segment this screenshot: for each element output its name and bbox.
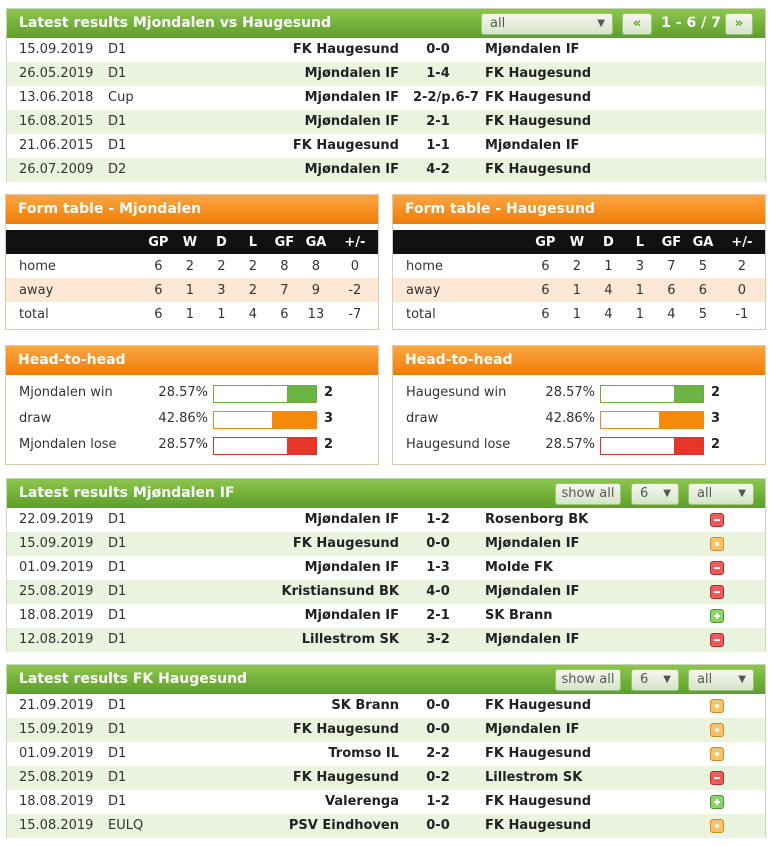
form-row-label: home <box>19 258 56 274</box>
match-score: 0-2 <box>426 770 450 785</box>
h2h-haugesund-stats <box>393 375 765 458</box>
h2h-bar-fill <box>272 412 316 428</box>
h2h-bar-fill <box>674 386 703 402</box>
form-cell: 6 <box>530 278 562 302</box>
haugesund-results-header <box>7 665 765 694</box>
home-team: Mjøndalen IF <box>304 90 399 105</box>
match-date: 12.08.2019 <box>19 632 94 647</box>
form-cell: 1 <box>624 278 656 302</box>
match-competition: EULQ <box>108 818 144 833</box>
chevron-down-icon: ▼ <box>663 674 671 685</box>
h2h-count: 3 <box>324 411 334 426</box>
form-row-home <box>393 254 765 278</box>
h2h-count: 3 <box>711 411 721 426</box>
h2h-bar-fill <box>287 438 316 454</box>
match-competition: D1 <box>108 114 127 129</box>
match-date: 21.09.2019 <box>19 698 94 713</box>
chevron-down-icon: ▼ <box>597 18 605 29</box>
match-score: 0-0 <box>426 722 450 737</box>
home-team: PSV Eindhoven <box>288 818 399 833</box>
away-team: Mjøndalen IF <box>485 584 580 599</box>
h2h-label: Mjondalen win <box>19 385 113 400</box>
match-score: 0-0 <box>426 698 450 713</box>
match-row[interactable] <box>7 508 765 532</box>
match-score: 3-2 <box>426 632 450 647</box>
loss-minus-icon <box>710 585 724 599</box>
form-cell: 2 <box>217 258 226 274</box>
form-cell: 13 <box>307 306 325 322</box>
form-col-header: +/- <box>332 230 378 254</box>
h2h-percent: 28.57% <box>545 385 595 400</box>
h2h-row <box>393 432 765 458</box>
haugesund-results-list <box>7 694 765 838</box>
h2h-haugesund-header: Head-to-head <box>393 346 765 375</box>
h2h-bar <box>600 385 704 403</box>
form-row-away <box>393 278 765 302</box>
h2h-row <box>6 380 378 406</box>
form-cell: 6 <box>154 306 163 322</box>
away-team: Mjøndalen IF <box>485 42 580 57</box>
match-row[interactable] <box>7 532 765 556</box>
h2h-label: draw <box>406 411 439 426</box>
form-cell: 6 <box>541 258 550 274</box>
h2h-mjondalen-panel <box>5 345 379 465</box>
match-date: 26.07.2009 <box>19 162 94 177</box>
form-cell: 2 <box>185 258 195 274</box>
away-team: Lillestrom SK <box>485 770 583 785</box>
away-team: FK Haugesund <box>485 818 592 833</box>
mjondalen-results-title: Latest results Mjøndalen IF <box>19 485 235 501</box>
form-table-mjondalen-panel <box>5 194 379 330</box>
home-team: Mjøndalen IF <box>304 512 399 527</box>
mjondalen-results-list <box>7 508 765 652</box>
match-date: 01.09.2019 <box>19 560 94 575</box>
match-row[interactable] <box>7 580 765 604</box>
h2h-bar <box>600 437 704 455</box>
match-row[interactable] <box>7 604 765 628</box>
away-team: FK Haugesund <box>485 746 592 761</box>
home-team: FK Haugesund <box>292 536 399 551</box>
h2h-haugesund-panel <box>392 345 766 465</box>
h2h-count: 2 <box>324 437 334 452</box>
form-cell: 8 <box>280 258 289 274</box>
form-cell: 0 <box>350 258 359 274</box>
home-team: Mjøndalen IF <box>304 114 399 129</box>
form-cell: 1 <box>604 258 613 274</box>
draw-dot-icon <box>710 699 724 713</box>
form-header-blank <box>393 230 530 254</box>
match-competition: D1 <box>108 698 127 713</box>
form-row-home <box>6 254 378 278</box>
h2h-bar-fill <box>287 386 316 402</box>
h2h-results-header <box>7 9 765 38</box>
match-competition: D1 <box>108 536 127 551</box>
form-cell: 6 <box>280 306 289 322</box>
h2h-bar <box>213 385 317 403</box>
pager-text: 1 - 6 / 7 <box>661 15 721 31</box>
chevron-down-icon: ▼ <box>663 488 671 499</box>
match-competition: D1 <box>108 722 127 737</box>
h2h-row <box>6 432 378 458</box>
form-row-label: away <box>393 278 530 302</box>
match-competition: D1 <box>108 770 127 785</box>
form-cell: 1 <box>561 278 593 302</box>
form-cell: 5 <box>698 258 708 274</box>
match-date: 15.09.2019 <box>19 42 94 57</box>
match-row[interactable] <box>7 158 765 182</box>
form-col-header: GA <box>687 230 719 254</box>
haugesund-count-select[interactable]: 6 ▼ <box>631 669 679 691</box>
form-col-header: GP <box>143 230 175 254</box>
match-row[interactable] <box>7 718 765 742</box>
form-row-total <box>393 302 765 326</box>
away-team: FK Haugesund <box>485 794 592 809</box>
form-cell: 4 <box>604 306 613 322</box>
form-cell: 1 <box>572 306 582 322</box>
home-team: FK Haugesund <box>292 770 399 785</box>
match-score: 2-2 <box>426 746 450 761</box>
h2h-results-title: Latest results Mjondalen vs Haugesund <box>19 15 332 31</box>
draw-dot-icon <box>710 819 724 833</box>
match-row[interactable] <box>7 814 765 838</box>
h2h-mjondalen-stats <box>6 375 378 458</box>
form-cell: 2 <box>237 278 269 302</box>
draw-dot-icon <box>710 537 724 551</box>
away-team: Mjøndalen IF <box>485 536 580 551</box>
form-cell: 4 <box>248 306 258 322</box>
match-competition: D1 <box>108 632 127 647</box>
match-row[interactable] <box>7 62 765 86</box>
form-col-header: D <box>206 230 238 254</box>
match-score: 2-1 <box>426 608 450 623</box>
form-row-label: total <box>19 306 49 322</box>
prev-page-button[interactable] <box>622 13 652 35</box>
match-row[interactable] <box>7 628 765 652</box>
form-col-header: +/- <box>719 230 765 254</box>
h2h-count: 2 <box>711 385 721 400</box>
h2h-results-list <box>7 38 765 182</box>
h2h-label: Haugesund lose <box>406 437 511 452</box>
form-cell: 9 <box>300 278 332 302</box>
mjondalen-show-all-button[interactable]: show all <box>555 483 621 505</box>
form-cell: -1 <box>735 306 749 322</box>
home-team: FK Haugesund <box>292 138 399 153</box>
form-cell: 1 <box>635 306 645 322</box>
form-cell: 5 <box>698 306 708 322</box>
form-cell: 1 <box>185 306 195 322</box>
form-cell: 2 <box>737 258 746 274</box>
form-cell: 8 <box>311 258 321 274</box>
match-date: 26.05.2019 <box>19 66 94 81</box>
draw-dot-icon <box>710 723 724 737</box>
form-table-mjondalen-header: Form table - Mjondalen <box>6 195 378 224</box>
home-team: Mjøndalen IF <box>304 608 399 623</box>
match-row[interactable] <box>7 766 765 790</box>
mjondalen-results-panel <box>6 478 766 652</box>
match-date: 13.06.2018 <box>19 90 94 105</box>
h2h-label: Haugesund win <box>406 385 507 400</box>
loss-minus-icon <box>710 561 724 575</box>
h2h-label: Mjondalen lose <box>19 437 117 452</box>
h2h-percent: 28.57% <box>158 437 208 452</box>
form-col-header: GF <box>656 230 688 254</box>
away-team: Mjøndalen IF <box>485 632 580 647</box>
match-score: 2-1 <box>426 114 450 129</box>
away-team: FK Haugesund <box>485 162 592 177</box>
haugesund-show-all-button[interactable]: show all <box>555 669 621 691</box>
away-team: Mjøndalen IF <box>485 722 580 737</box>
draw-dot-icon <box>710 747 724 761</box>
form-cell: 4 <box>593 278 625 302</box>
form-col-header: D <box>593 230 625 254</box>
match-row[interactable] <box>7 134 765 158</box>
h2h-bar <box>213 437 317 455</box>
match-score: 4-0 <box>426 584 450 599</box>
match-score: 2-2/p.6-7 <box>413 90 479 105</box>
match-row[interactable] <box>7 86 765 110</box>
mjondalen-results-header <box>7 479 765 508</box>
match-score: 1-4 <box>426 66 450 81</box>
form-cell: 7 <box>667 258 676 274</box>
h2h-bar-fill <box>659 412 703 428</box>
form-table-haugesund-header: Form table - Haugesund <box>393 195 765 224</box>
match-competition: D1 <box>108 42 127 57</box>
match-competition: D1 <box>108 560 127 575</box>
away-team: FK Haugesund <box>485 66 592 81</box>
match-score: 1-2 <box>426 512 450 527</box>
match-competition: D1 <box>108 138 127 153</box>
home-team: Mjøndalen IF <box>304 162 399 177</box>
form-cell: 3 <box>206 278 238 302</box>
form-table-haugesund <box>393 230 765 326</box>
form-cell: 0 <box>719 278 765 302</box>
match-competition: Cup <box>108 90 134 105</box>
h2h-row <box>393 380 765 406</box>
h2h-mjondalen-header: Head-to-head <box>6 346 378 375</box>
haugesund-filter-select[interactable]: all ▼ <box>688 669 754 691</box>
match-competition: D1 <box>108 66 127 81</box>
form-cell: 3 <box>635 258 645 274</box>
form-cell: 2 <box>248 258 258 274</box>
mjondalen-filter-select[interactable]: all ▼ <box>688 483 754 505</box>
match-row[interactable] <box>7 556 765 580</box>
match-date: 15.09.2019 <box>19 536 94 551</box>
h2h-bar <box>600 411 704 429</box>
away-team: FK Haugesund <box>485 114 592 129</box>
form-cell: 6 <box>687 278 719 302</box>
form-cell: 4 <box>667 306 676 322</box>
away-team: Molde FK <box>485 560 553 575</box>
match-date: 21.06.2015 <box>19 138 94 153</box>
match-score: 0-0 <box>426 536 450 551</box>
match-competition: D1 <box>108 584 127 599</box>
home-team: FK Haugesund <box>292 42 399 57</box>
home-team: Tromso IL <box>328 746 399 761</box>
form-col-header: W <box>174 230 206 254</box>
win-plus-icon <box>710 795 724 809</box>
match-date: 22.09.2019 <box>19 512 94 527</box>
form-cell: -2 <box>332 278 378 302</box>
h2h-filter-select[interactable]: all ▼ <box>481 13 613 35</box>
match-date: 18.08.2019 <box>19 794 94 809</box>
double-left-arrow-icon: « <box>632 16 642 31</box>
h2h-label: draw <box>19 411 52 426</box>
match-competition: D1 <box>108 608 127 623</box>
home-team: Mjøndalen IF <box>304 66 399 81</box>
h2h-bar-fill <box>674 438 703 454</box>
form-col-header: GP <box>530 230 562 254</box>
match-score: 1-1 <box>426 138 450 153</box>
mjondalen-count-select[interactable]: 6 ▼ <box>631 483 679 505</box>
win-plus-icon <box>710 609 724 623</box>
chevron-down-icon: ▼ <box>738 488 746 499</box>
form-col-header: GA <box>300 230 332 254</box>
form-header-blank <box>6 230 143 254</box>
match-competition: D1 <box>108 512 127 527</box>
home-team: Kristiansund BK <box>281 584 399 599</box>
loss-minus-icon <box>710 513 724 527</box>
home-team: SK Brann <box>331 698 399 713</box>
form-cell: -7 <box>348 306 362 322</box>
h2h-percent: 42.86% <box>158 411 208 426</box>
match-date: 25.08.2019 <box>19 584 94 599</box>
haugesund-results-title: Latest results FK Haugesund <box>19 671 248 687</box>
away-team: SK Brann <box>485 608 553 623</box>
match-competition: D1 <box>108 746 127 761</box>
form-table-mjondalen <box>6 230 378 326</box>
match-score: 4-2 <box>426 162 450 177</box>
form-row-label: total <box>406 306 436 322</box>
match-date: 25.08.2019 <box>19 770 94 785</box>
form-col-header: L <box>237 230 269 254</box>
form-row-total <box>6 302 378 326</box>
form-cell: 6 <box>656 278 688 302</box>
form-row-away <box>6 278 378 302</box>
loss-minus-icon <box>710 633 724 647</box>
h2h-bar <box>213 411 317 429</box>
chevron-down-icon: ▼ <box>738 674 746 685</box>
match-row[interactable] <box>7 742 765 766</box>
h2h-count: 2 <box>324 385 334 400</box>
h2h-row <box>6 406 378 432</box>
form-row-label: away <box>6 278 143 302</box>
double-right-arrow-icon: » <box>734 16 744 31</box>
form-cell: 7 <box>269 278 301 302</box>
match-score: 1-3 <box>426 560 450 575</box>
form-header-row <box>393 230 765 254</box>
match-competition: D2 <box>108 162 127 177</box>
match-row[interactable] <box>7 38 765 62</box>
form-header-row <box>6 230 378 254</box>
form-cell: 6 <box>541 306 550 322</box>
form-table-haugesund-panel <box>392 194 766 330</box>
form-row-label: home <box>406 258 443 274</box>
loss-minus-icon <box>710 771 724 785</box>
match-date: 18.08.2019 <box>19 608 94 623</box>
form-col-header: GF <box>269 230 301 254</box>
match-score: 0-0 <box>426 818 450 833</box>
form-cell: 1 <box>174 278 206 302</box>
form-cell: 6 <box>154 258 163 274</box>
match-date: 01.09.2019 <box>19 746 94 761</box>
match-row[interactable] <box>7 790 765 814</box>
haugesund-results-panel <box>6 664 766 838</box>
form-cell: 6 <box>143 278 175 302</box>
home-team: FK Haugesund <box>292 722 399 737</box>
h2h-percent: 28.57% <box>545 437 595 452</box>
match-competition: D1 <box>108 794 127 809</box>
match-date: 15.09.2019 <box>19 722 94 737</box>
away-team: Rosenborg BK <box>485 512 589 527</box>
away-team: FK Haugesund <box>485 90 592 105</box>
away-team: FK Haugesund <box>485 698 592 713</box>
away-team: Mjøndalen IF <box>485 138 580 153</box>
match-row[interactable] <box>7 694 765 718</box>
form-col-header: W <box>561 230 593 254</box>
form-cell: 1 <box>217 306 226 322</box>
match-score: 0-0 <box>426 42 450 57</box>
match-score: 1-2 <box>426 794 450 809</box>
h2h-percent: 28.57% <box>158 385 208 400</box>
h2h-row <box>393 406 765 432</box>
h2h-results-panel <box>6 8 766 182</box>
home-team: Valerenga <box>325 794 399 809</box>
form-col-header: L <box>624 230 656 254</box>
h2h-percent: 42.86% <box>545 411 595 426</box>
match-date: 16.08.2015 <box>19 114 94 129</box>
match-row[interactable] <box>7 110 765 134</box>
match-date: 15.08.2019 <box>19 818 94 833</box>
h2h-count: 2 <box>711 437 721 452</box>
home-team: Mjøndalen IF <box>304 560 399 575</box>
home-team: Lillestrom SK <box>301 632 399 647</box>
next-page-button[interactable] <box>725 13 753 35</box>
form-cell: 2 <box>572 258 582 274</box>
